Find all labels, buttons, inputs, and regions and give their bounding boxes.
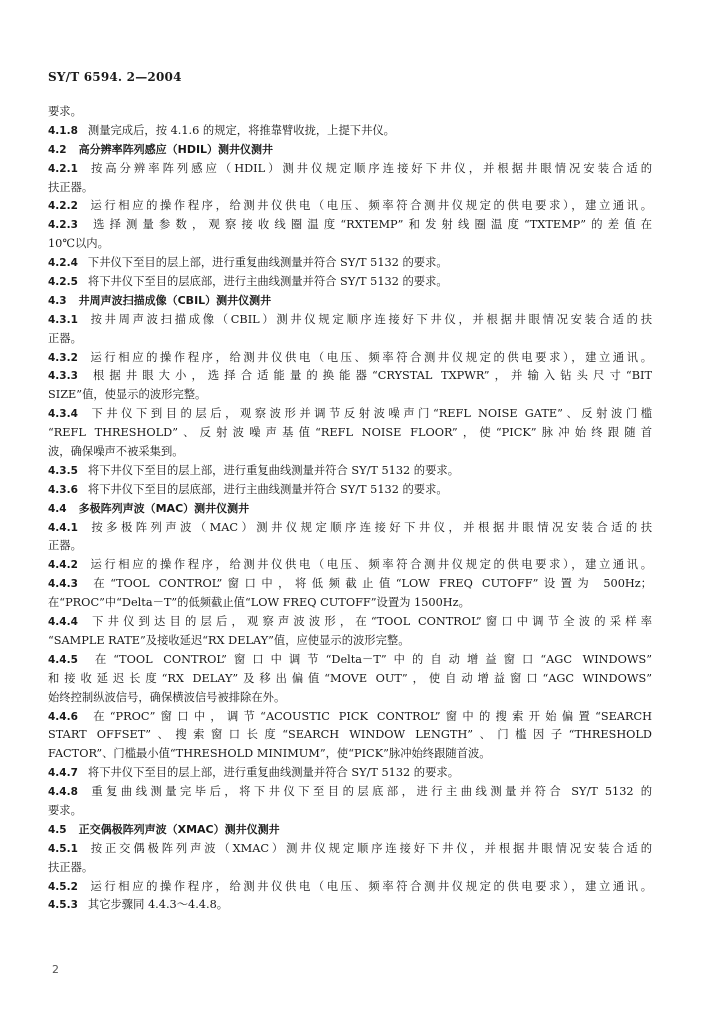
continuation-line — [48, 235, 652, 254]
clause-text: 在“PROC”窗口中，调节“ACOUSTIC PICK CONTROL”窗中的搜索开始偏置“SEARCH — [87, 709, 652, 723]
clause-text: 在“TOOL CONTROL”窗口中，将低频截止值“LOW FREQ CUTOFF”设置为 500Hz； — [87, 577, 652, 591]
clause-text: 正器。 — [48, 331, 82, 345]
clause-text: 运行相应的操作程序，给测井仪供电（电压、频率符合测井仪规定的供电要求），建立通讯。 — [87, 199, 652, 213]
clause-text: 将下井仪下至目的层上部，进行重复曲线测量并符合 SY/T 5132 的要求。 — [87, 766, 459, 780]
clause-line — [48, 197, 652, 216]
clause-line — [48, 708, 652, 727]
clause-number: 4.3.3 — [48, 370, 78, 383]
clause-number: 4.2.5 — [48, 276, 78, 289]
clause-number: 4.4.5 — [48, 653, 78, 666]
clause-line — [48, 216, 652, 235]
section-title: 井周声波扫描成像（CBIL）测井仪测井 — [78, 293, 272, 307]
clause-line — [48, 160, 652, 179]
clause-line — [48, 273, 652, 292]
clause-number: 4.4.1 — [48, 521, 78, 534]
continuation-line — [48, 745, 652, 764]
continuation-line — [48, 726, 652, 745]
clause-line — [48, 840, 652, 859]
clause-text: 波，确保噪声不被采集到。 — [48, 445, 184, 459]
clause-text: 选择测量参数，观察接收线圈温度“RXTEMP”和发射线圈温度“TXTEMP”的差值在 — [87, 218, 652, 232]
section-title: 正交偶极阵列声波（XMAC）测井仪测井 — [78, 822, 280, 836]
continuation-line — [48, 594, 652, 613]
clause-line — [48, 462, 652, 481]
clause-number: 4.2 — [48, 143, 67, 156]
clause-number: 4.1.8 — [48, 124, 78, 137]
clause-text: 下井仪下至目的层上部，进行重复曲线测量并符合 SY/T 5132 的要求。 — [87, 256, 448, 270]
clause-line — [48, 367, 652, 386]
continuation-line — [48, 103, 652, 122]
continuation-line — [48, 443, 652, 462]
continuation-line — [48, 386, 652, 405]
clause-text: 按井周声波扫描成像（CBIL）测井仪规定顺序连接好下井仪，并根据井眼情况安装合适的扶 — [87, 312, 652, 326]
section-title: 多极阵列声波（MAC）测井仪测井 — [78, 501, 250, 515]
clause-number: 4.4.3 — [48, 578, 78, 591]
standard-number-header: SY/T 6594. 2—2004 — [48, 70, 182, 84]
clause-line — [48, 122, 652, 141]
section-heading — [48, 500, 652, 519]
clause-line — [48, 783, 652, 802]
continuation-line — [48, 859, 652, 878]
clause-text: “SAMPLE RATE”及接收延迟“RX DELAY”值，应使显示的波形完整。 — [48, 633, 410, 647]
clause-text: FACTOR”、门槛最小值“THRESHOLD MINIMUM”，使“PICK”脉冲始终跟随首波。 — [48, 747, 491, 761]
continuation-line — [48, 802, 652, 821]
clause-line — [48, 764, 652, 783]
clause-text: 扶正器。 — [48, 860, 94, 874]
clause-text: 在“PROC”中“Delta－T”的低频截止值“LOW FREQ CUTOFF”设置为 1500Hz。 — [48, 596, 470, 610]
continuation-line — [48, 689, 652, 708]
clause-number: 4.2.3 — [48, 219, 78, 232]
clause-text: 测量完成后，按 4.1.6 的规定，将推靠臂收拢，上提下井仪。 — [87, 123, 395, 137]
clause-line — [48, 481, 652, 500]
clause-number: 4.5.1 — [48, 842, 78, 855]
clause-line — [48, 405, 652, 424]
continuation-line — [48, 330, 652, 349]
clause-number: 4.4.2 — [48, 559, 78, 572]
clause-line — [48, 613, 652, 632]
clause-line — [48, 651, 652, 670]
section-heading — [48, 292, 652, 311]
clause-text: START OFFSET”、搜索窗口长度“SEARCH WINDOW LENGTH”、门槛因子“THRESHOLD — [48, 728, 652, 742]
clause-text: 按正交偶极阵列声波（XMAC）测井仪规定顺序连接好下井仪，并根据井眼情况安装合适的 — [87, 841, 652, 855]
clause-text: 要求。 — [48, 803, 82, 817]
clause-line — [48, 254, 652, 273]
clause-number: 4.5.3 — [48, 899, 78, 912]
clause-line — [48, 311, 652, 330]
clause-line — [48, 575, 652, 594]
clause-number: 4.2.2 — [48, 200, 78, 213]
clause-line — [48, 519, 652, 538]
clause-text: 其它步骤同 4.4.3～4.4.8。 — [87, 898, 229, 912]
clause-line — [48, 896, 652, 915]
clause-text: 按高分辨率阵列感应（HDIL）测井仪规定顺序连接好下井仪，并根据井眼情况安装合适的 — [87, 161, 652, 175]
continuation-line — [48, 179, 652, 198]
clause-text: 下井仪下到目的层后，观察波形并调节反射波噪声门“REFL NOISE GATE”、反射波门槛 — [87, 407, 652, 421]
clause-text: 扶正器。 — [48, 180, 94, 194]
continuation-line — [48, 424, 652, 443]
clause-text: 运行相应的操作程序，给测井仪供电（电压、频率符合测井仪规定的供电要求），建立通讯。 — [87, 879, 652, 893]
clause-number: 4.4.4 — [48, 616, 78, 629]
clause-text: 将下井仪下至目的层上部，进行重复曲线测量并符合 SY/T 5132 的要求。 — [87, 463, 459, 477]
clause-number: 4.2.4 — [48, 257, 78, 270]
clause-text: “REFL THRESHOLD”、反射波噪声基值“REFL NOISE FLOOR”，使“PICK”脉冲始终跟随首 — [48, 426, 652, 440]
clause-line — [48, 556, 652, 575]
clause-text: 运行相应的操作程序，给测井仪供电（电压、频率符合测井仪规定的供电要求），建立通讯。 — [87, 558, 652, 572]
section-title: 高分辨率阵列感应（HDIL）测井仪测井 — [78, 142, 274, 156]
clause-text: SIZE”值，使显示的波形完整。 — [48, 388, 207, 402]
clause-number: 4.4.7 — [48, 767, 78, 780]
continuation-line — [48, 537, 652, 556]
clause-line — [48, 878, 652, 897]
clause-text: 始终控制纵波信号，确保横波信号被排除在外。 — [48, 690, 286, 704]
clause-number: 4.3.5 — [48, 464, 78, 477]
clause-text: 在“TOOL CONTROL”窗口中调节“Delta－T”中的自动增益窗口“AGC WINDOWS” — [87, 652, 652, 666]
clause-number: 4.2.1 — [48, 162, 78, 175]
clause-text: 正器。 — [48, 539, 82, 553]
clause-text: 10℃以内。 — [48, 237, 109, 251]
clause-text: 下井仪到达目的层后，观察声波波形，在“TOOL CONTROL”窗口中调节全波的采样率 — [87, 615, 652, 629]
clause-number: 4.4.8 — [48, 786, 78, 799]
clause-number: 4.3.1 — [48, 313, 78, 326]
clause-number: 4.5 — [48, 823, 67, 836]
clause-text: 按多极阵列声波（MAC）测井仪规定顺序连接好下井仪，并根据井眼情况安装合适的扶 — [87, 520, 652, 534]
clause-text: 将下井仪下至目的层底部，进行主曲线测量并符合 SY/T 5132 的要求。 — [87, 482, 448, 496]
clause-text: 重复曲线测量完毕后，将下井仪下至目的层底部，进行主曲线测量并符合 SY/T 5132 的 — [87, 785, 652, 799]
section-heading — [48, 141, 652, 160]
clause-line — [48, 349, 652, 368]
clause-text: 运行相应的操作程序，给测井仪供电（电压、频率符合测井仪规定的供电要求），建立通讯。 — [87, 350, 652, 364]
clause-number: 4.3.2 — [48, 351, 78, 364]
clause-number: 4.3.6 — [48, 483, 78, 496]
continuation-line — [48, 670, 652, 689]
clause-text: 要求。 — [48, 105, 82, 118]
section-heading — [48, 821, 652, 840]
document-body — [48, 103, 652, 915]
page-number: 2 — [52, 963, 59, 976]
clause-number: 4.3.4 — [48, 408, 78, 421]
clause-number: 4.4.6 — [48, 710, 78, 723]
clause-number: 4.5.2 — [48, 880, 78, 893]
continuation-line — [48, 632, 652, 651]
clause-text: 根据井眼大小，选择合适能量的换能器“CRYSTAL TXPWR”，并输入钻头尺寸“BIT — [87, 369, 652, 383]
clause-number: 4.4 — [48, 502, 67, 515]
clause-text: 将下井仪下至目的层底部，进行主曲线测量并符合 SY/T 5132 的要求。 — [87, 275, 448, 289]
clause-text: 和接收延迟长度“RX DELAY”及移出偏值“MOVE OUT”，使自动增益窗口“AGC WINDOWS” — [48, 671, 652, 685]
clause-number: 4.3 — [48, 294, 67, 307]
